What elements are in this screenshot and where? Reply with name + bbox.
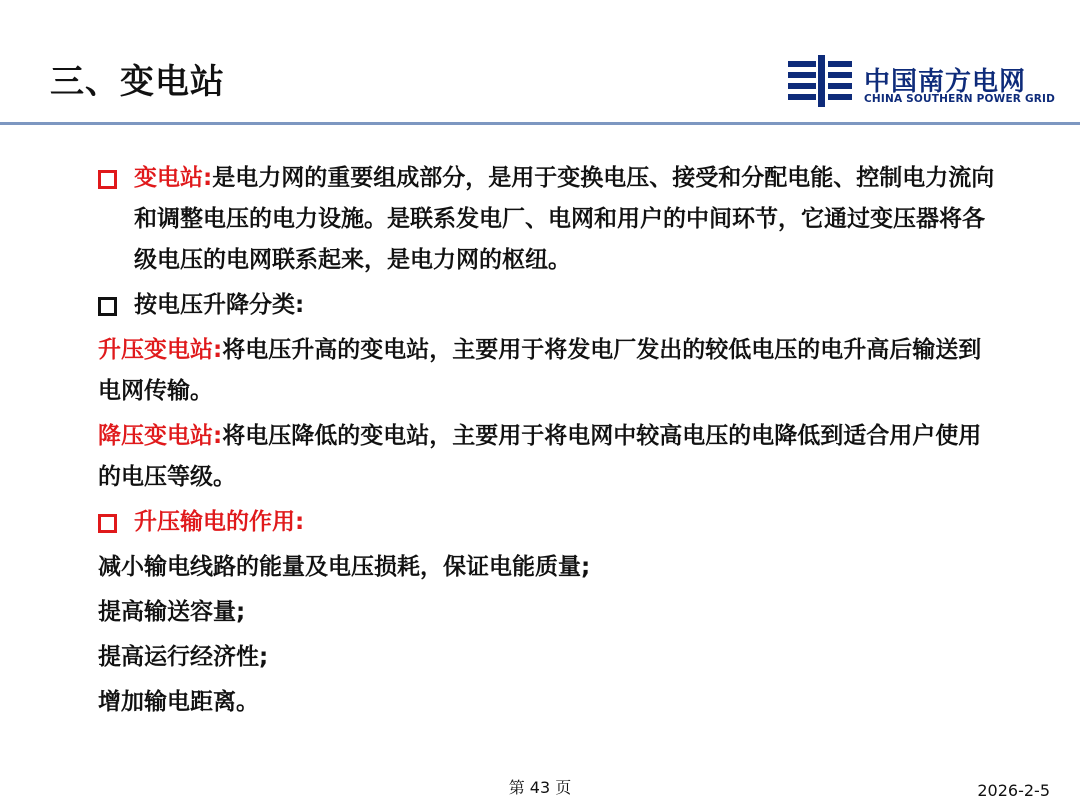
slide-body: [98, 158, 998, 723]
square-bullet-icon: [98, 514, 117, 533]
list-item: 减小输电线路的能量及电压损耗，保证电能质量;: [98, 554, 591, 580]
step-down-substation: [98, 416, 998, 498]
list-item: 提高输送容量;: [98, 599, 246, 625]
logo-name-en: CHINA SOUTHERN POWER GRID: [864, 93, 1056, 105]
square-bullet-icon: [98, 297, 117, 316]
logo-name-cn: 中国南方电网: [864, 67, 1027, 97]
square-bullet-icon: [98, 170, 117, 189]
substation-definition: [98, 158, 998, 281]
list-item: 增加输电距离。: [98, 689, 259, 715]
list-item: 提高运行经济性;: [98, 644, 269, 670]
header-divider: [0, 122, 1080, 125]
step-down-label: 降压变电站:: [98, 423, 223, 449]
step-up-text: 将电压升高的变电站，主要用于将发电厂发出的较低电压的电升高后输送到电网传输。: [98, 337, 982, 404]
classification-heading: [98, 285, 998, 326]
step-up-substation: [98, 330, 998, 412]
company-logo: [788, 55, 1058, 107]
step-up-purpose-heading: [98, 502, 998, 543]
slide-title: 三、变电站: [50, 62, 225, 102]
definition-label: 变电站:: [134, 165, 213, 191]
grid-logo-icon: [788, 55, 854, 107]
definition-text: 是电力网的重要组成部分，是用于变换电压、接受和分配电能、控制电力流向和调整电压的电力设施。是联系发电厂、电网和用户的中间环节，它通过变压器将各级电压的电网联系起来，是电力网的枢纽。: [134, 165, 995, 273]
purpose-heading-text: 升压输电的作用:: [134, 509, 305, 535]
slide-date: 2026-2-5: [977, 781, 1050, 800]
classification-heading-text: 按电压升降分类:: [134, 292, 305, 318]
step-down-text: 将电压降低的变电站，主要用于将电网中较高电压的电降低到适合用户使用的电压等级。: [98, 423, 982, 490]
page-number: 第 43 页: [508, 778, 572, 797]
step-up-label: 升压变电站:: [98, 337, 223, 363]
